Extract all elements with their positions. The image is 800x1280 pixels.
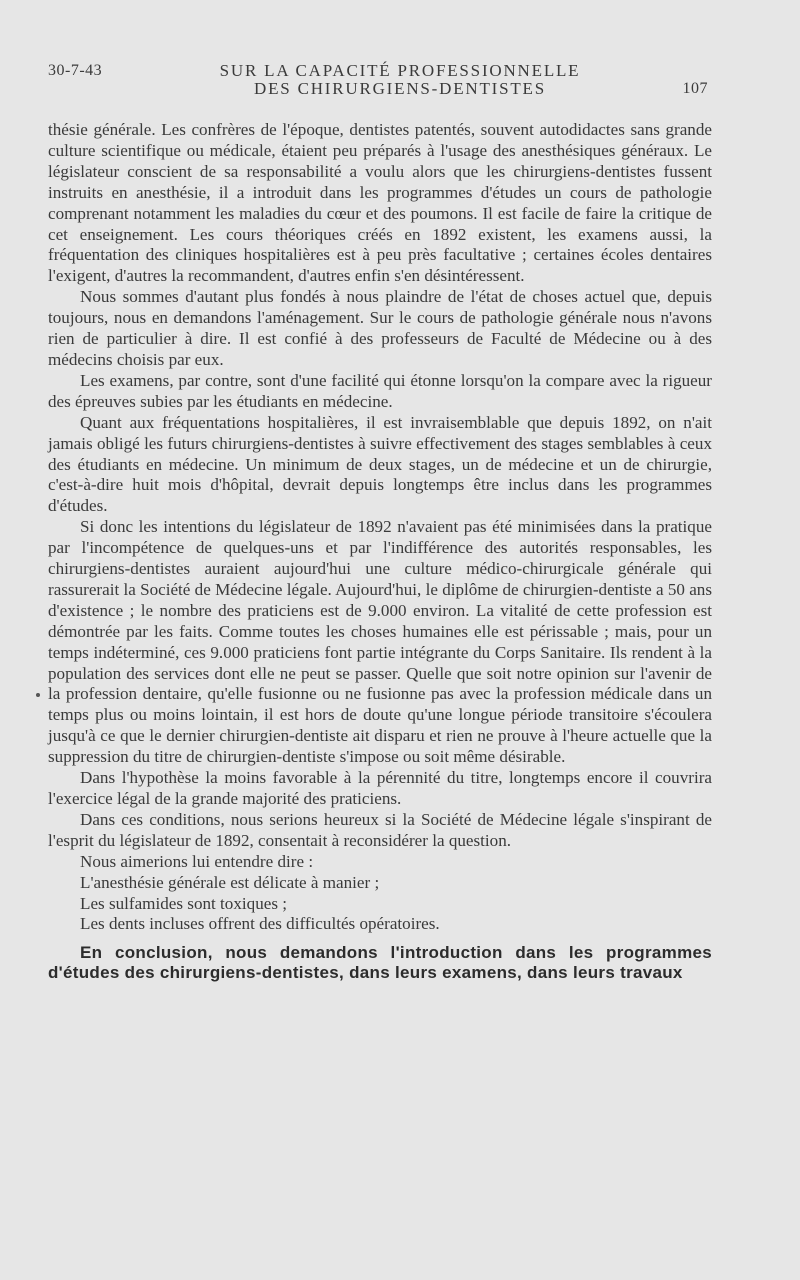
list-intro: Nous aimerions lui entendre dire :: [80, 851, 314, 871]
paragraph: Dans l'hypothèse la moins favorable à la pérennité du titre, longtemps encore il couvrira l'exercice légal de la grande majorité des praticiens.: [48, 768, 712, 808]
paragraph: Nous sommes d'autant plus fondés à nous plaindre de l'état de choses actuel que, depuis toujours, nous en demandons l'aménagement. Sur le cours de pathologie générale nous n'avons rien de particulier à dire. Il est confié à des professeurs de Faculté de Médecine ou à des médecins choisis par eux.: [48, 287, 712, 369]
page-number: 107: [682, 80, 708, 97]
list-item: L'anesthésie générale est délicate à manier ;: [80, 872, 380, 892]
body-text: [48, 120, 712, 983]
header-date: 30-7-43: [48, 62, 103, 79]
header-title-line-1: SUR LA CAPACITÉ PROFESSIONNELLE: [219, 61, 581, 80]
list-item: Les sulfamides sont toxiques ;: [80, 893, 288, 913]
running-header: [0, 56, 800, 106]
paragraph: Quant aux fréquentations hospitalières, il est invraisemblable que depuis 1892, on n'ait jamais obligé les futurs chirurgiens-dentistes à suivre effectivement des stages semblables à ceux des étudiants en médecine. Un minimum de deux stages, un de médecine et un de chirurgie, c'est-à-dire huit mois d'hôpital, devrait depuis longtemps être inclus dans les programmes d'études.: [48, 412, 712, 516]
paragraph: Les examens, par contre, sont d'une facilité qui étonne lorsqu'on la compare avec la rigueur des épreuves subies par les étudiants en médecine.: [48, 370, 712, 411]
conclusion-paragraph: En conclusion, nous demandons l'introduction dans les programmes d'études des chirurgiens-dentistes, dans leurs examens, dans leurs travaux: [48, 943, 712, 983]
header-title-line-2: DES CHIRURGIENS-DENTISTES: [254, 79, 546, 98]
paragraph: Dans ces conditions, nous serions heureux si la Société de Médecine légale s'inspirant de l'esprit du législateur de 1892, consentait à reconsidérer la question.: [48, 809, 712, 850]
header-title: [0, 62, 800, 98]
paragraph: thésie générale. Les confrères de l'époque, dentistes patentés, souvent autodidactes sans grande culture scientifique ou médicale, étaient peu préparés à l'usage des anesthésiques généraux. Le législateur conscient de sa responsabilité a voulu alors que les chirurgiens-dentistes fussent instruits en anesthésie, il a introduit dans les programmes d'études un cours de pathologie comprenant notamment les maladies du cœur et des poumons. Il est facile de faire la critique de cet enseignement. Les cours théoriques créés en 1892 existent, les examens aussi, la fréquentation des cliniques hospitalières est à peu près facultative ; certaines écoles dentaires l'exigent, d'autres la recommandent, d'autres enfin s'en désintéressent.: [48, 120, 712, 286]
list-item: Les dents incluses offrent des difficultés opératoires.: [80, 914, 440, 934]
paragraph: Si donc les intentions du législateur de 1892 n'avaient pas été minimisées dans la pratique par l'incompétence de quelques-uns et par l'indifférence des autorités responsables, les chirurgiens-dentistes auraient aujourd'hui une culture médico-chirurgicale générale qui rassurerait la Société de Médecine légale. Aujourd'hui, le diplôme de chirurgien-dentiste a 50 ans d'existence ; le nombre des praticiens est de 9.000 environ. La vitalité de cette profession est démontrée par les faits. Comme toutes les choses humaines elle est périssable ; mais, pour un temps indéterminé, ces 9.000 praticiens font partie intégrante du Corps Sanitaire. Ils rendent à la population des services dont elle ne peut se passer. Quelle que soit notre opinion sur l'avenir de la profession dentaire, qu'elle fusionne ou ne fusionne pas avec la profession médicale dans un temps plus ou moins lointain, il est hors de doute qu'une longue période transitoire s'écoulera jusqu'à ce que le dernier chirurgien-dentiste ait disparu et rien ne prouve à l'heure actuelle que la suppression du titre de chirurgien-dentiste s'impose ou soit même désirable.: [48, 517, 712, 767]
margin-dot: [36, 693, 40, 697]
